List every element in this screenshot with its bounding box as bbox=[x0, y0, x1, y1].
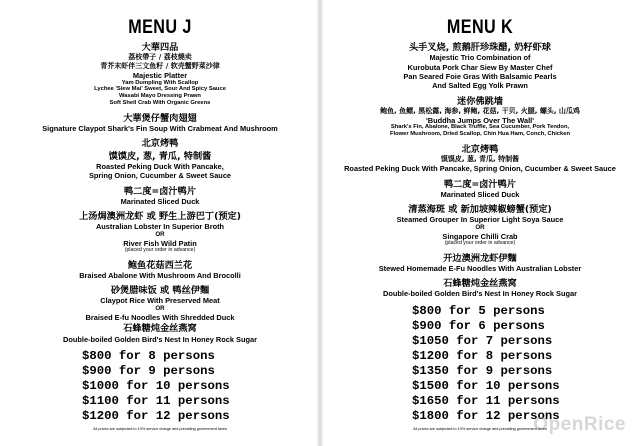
menu-line: 迷你佛跳墙 bbox=[457, 95, 503, 107]
menu-line: Double-boiled Golden Bird's Nest In Honey Rock Sugar bbox=[63, 334, 257, 344]
menu-line: Braised E-fu Noodles With Shredded Duck bbox=[85, 313, 235, 323]
price-line: $800 for 5 persons bbox=[412, 303, 545, 318]
price-line: $1200 for 12 persons bbox=[82, 409, 230, 424]
menu-line: OR bbox=[475, 223, 485, 231]
menu-line: Stewed Homemade E-Fu Noodles With Australian Lobster bbox=[378, 263, 582, 273]
price-line: $900 for 6 persons bbox=[412, 318, 545, 333]
menu-line: Majestic Platter bbox=[132, 71, 188, 81]
menu-k-dishes bbox=[320, 43, 640, 298]
menu-line: Australian Lobster In Superior Broth bbox=[95, 222, 225, 232]
price-line: $1500 for 10 persons bbox=[412, 378, 560, 393]
menu-k-page bbox=[320, 0, 640, 446]
menu-line: Soft Shell Crab With Organic Greens bbox=[109, 100, 211, 106]
menu-line: Double-boiled Golden Bird's Nest In Honey Rock Sugar bbox=[383, 289, 577, 299]
menu-k-prices bbox=[320, 304, 640, 424]
spacer bbox=[320, 198, 640, 202]
menu-line: 鲍鱼, 鱼鳔, 黑松露, 海参, 鲜鲍, 花菇, 干贝, 火腿, 螺头, 山瓜鸡 bbox=[380, 107, 580, 116]
menu-line: 开边澳洲龙虾伊麵 bbox=[443, 252, 517, 264]
menu-j-title: MENU J bbox=[128, 17, 192, 38]
menu-line: Braised Abalone With Mushroom And Brocolli bbox=[79, 270, 241, 280]
menu-line: 馍馍皮, 葱, 青瓜, 特制酱 bbox=[108, 150, 212, 162]
menu-line: 鸭二度=卤汁鸭片 bbox=[443, 178, 516, 190]
menu-line: 上汤焗澳洲龙虾 或 野生上游巴丁(预定) bbox=[79, 211, 241, 223]
spacer bbox=[0, 180, 320, 184]
menu-line: Shark's Fin, Abalone, Black Truffle, Sea Cucumber, Pork Tendon, bbox=[390, 124, 570, 131]
spacer bbox=[320, 90, 640, 94]
menu-line: Pan Seared Foie Gras With Balsamic Pearls bbox=[403, 72, 557, 82]
menu-line: OR bbox=[155, 304, 165, 312]
menu-line: 荔枝帶子 / 荔枝燒卖 bbox=[128, 53, 192, 62]
menu-line: 鸭二度=卤汁鸭片 bbox=[123, 185, 196, 197]
menu-line: (placed your order in advance) bbox=[444, 240, 516, 247]
spacer bbox=[320, 247, 640, 251]
menu-line: Claypot Rice With Preserved Meat bbox=[100, 296, 220, 306]
menu-line: 头手叉烧, 煎鹅肝珍珠醋, 奶籽虾球 bbox=[408, 42, 551, 53]
menu-line: 馍馍皮, 葱, 青瓜, 特制酱 bbox=[440, 155, 520, 164]
price-line: $1000 for 10 persons bbox=[82, 379, 230, 394]
menu-line: Roasted Peking Duck With Pancake, bbox=[96, 161, 224, 171]
menu-j-dishes bbox=[0, 43, 320, 343]
menu-line: 石蜂糖炖金丝燕窝 bbox=[443, 278, 517, 290]
menu-line: Marinated Sliced Duck bbox=[440, 189, 520, 199]
price-line: $900 for 9 persons bbox=[82, 364, 215, 379]
menu-line: OR bbox=[155, 230, 165, 238]
spacer bbox=[320, 138, 640, 142]
price-line: $1050 for 7 persons bbox=[412, 333, 553, 348]
menu-line: Lychee 'Siew Mai' Sweet, Sour And Spicy Sauce bbox=[94, 86, 226, 93]
price-line: $1650 for 11 persons bbox=[412, 393, 560, 408]
menu-line: Wasabi Mayo Dressing Prawn bbox=[119, 93, 201, 100]
menu-line: 大華四品 bbox=[141, 42, 179, 53]
spacer bbox=[320, 272, 640, 276]
menu-line: Spring Onion, Cucumber & Sweet Sauce bbox=[88, 171, 232, 181]
price-line: $1200 for 8 persons bbox=[412, 348, 553, 363]
spacer bbox=[0, 254, 320, 258]
price-line: $1100 for 11 persons bbox=[82, 394, 230, 409]
menu-line: 北京烤鸭 bbox=[141, 138, 179, 150]
price-line: $1350 for 9 persons bbox=[412, 363, 553, 378]
spacer bbox=[0, 279, 320, 283]
menu-j-prices bbox=[0, 349, 320, 424]
spacer bbox=[0, 132, 320, 136]
menu-k-title: MENU K bbox=[446, 17, 514, 38]
menu-j-note: All prices are subjected to 10% service charge and prevailing government taxes bbox=[93, 427, 227, 432]
menu-line: (placed your order in advance) bbox=[124, 247, 196, 254]
menu-k-note: All prices are subjected to 10% service charge and prevailing government taxes bbox=[413, 426, 547, 431]
spacer bbox=[320, 173, 640, 177]
menu-line: 大華煲仔蟹肉翅翅 bbox=[123, 112, 197, 124]
menu-line: Steamed Grouper In Superior Light Soya Sauce bbox=[396, 215, 564, 225]
openrice-watermark: OpenRice bbox=[533, 414, 626, 435]
menu-line: Roasted Peking Duck With Pancake, Spring Onion, Cucumber & Sweet Sauce bbox=[344, 164, 616, 174]
spacer bbox=[0, 205, 320, 209]
price-line: $800 for 8 persons bbox=[82, 349, 215, 364]
menu-line: Majestic Trio Combination of bbox=[429, 53, 531, 63]
price-line: $1800 for 12 persons bbox=[412, 408, 560, 423]
menu-line: 'Buddha Jumps Over The Wall' bbox=[426, 116, 534, 126]
menu-line: 青芥末虾伴三文鱼籽 / 软壳蟹野菜沙律 bbox=[100, 62, 220, 71]
menu-line: 鲍鱼花菇西兰花 bbox=[127, 259, 193, 271]
menu-line: Flower Mushroom, Dried Scallop, Chin Hua Ham, Conch, Chicken bbox=[389, 131, 571, 138]
menu-line: Signature Claypot Shark's Fin Soup With Crabmeat And Mushroom bbox=[42, 124, 278, 133]
menu-line: 清蒸海斑 或 新加坡辣椒螃蟹(预定) bbox=[408, 204, 552, 216]
spacer bbox=[0, 107, 320, 111]
menu-line: Yam Dumpling With Scallop bbox=[121, 79, 199, 86]
menu-line: And Salted Egg Yolk Prawn bbox=[432, 81, 528, 91]
menu-line: Marinated Sliced Duck bbox=[120, 196, 200, 206]
menu-line: Singapore Chilli Crab bbox=[442, 232, 518, 242]
menu-line: 北京烤鸭 bbox=[461, 144, 499, 156]
menu-line: River Fish Wild Patin bbox=[123, 239, 197, 249]
menu-line: Kurobuta Pork Char Siew By Master Chef bbox=[407, 62, 553, 72]
menu-line: 石蜂糖炖金丝燕窝 bbox=[123, 323, 197, 335]
menu-line: 砂煲腊味饭 或 鸭丝伊麵 bbox=[110, 285, 210, 297]
